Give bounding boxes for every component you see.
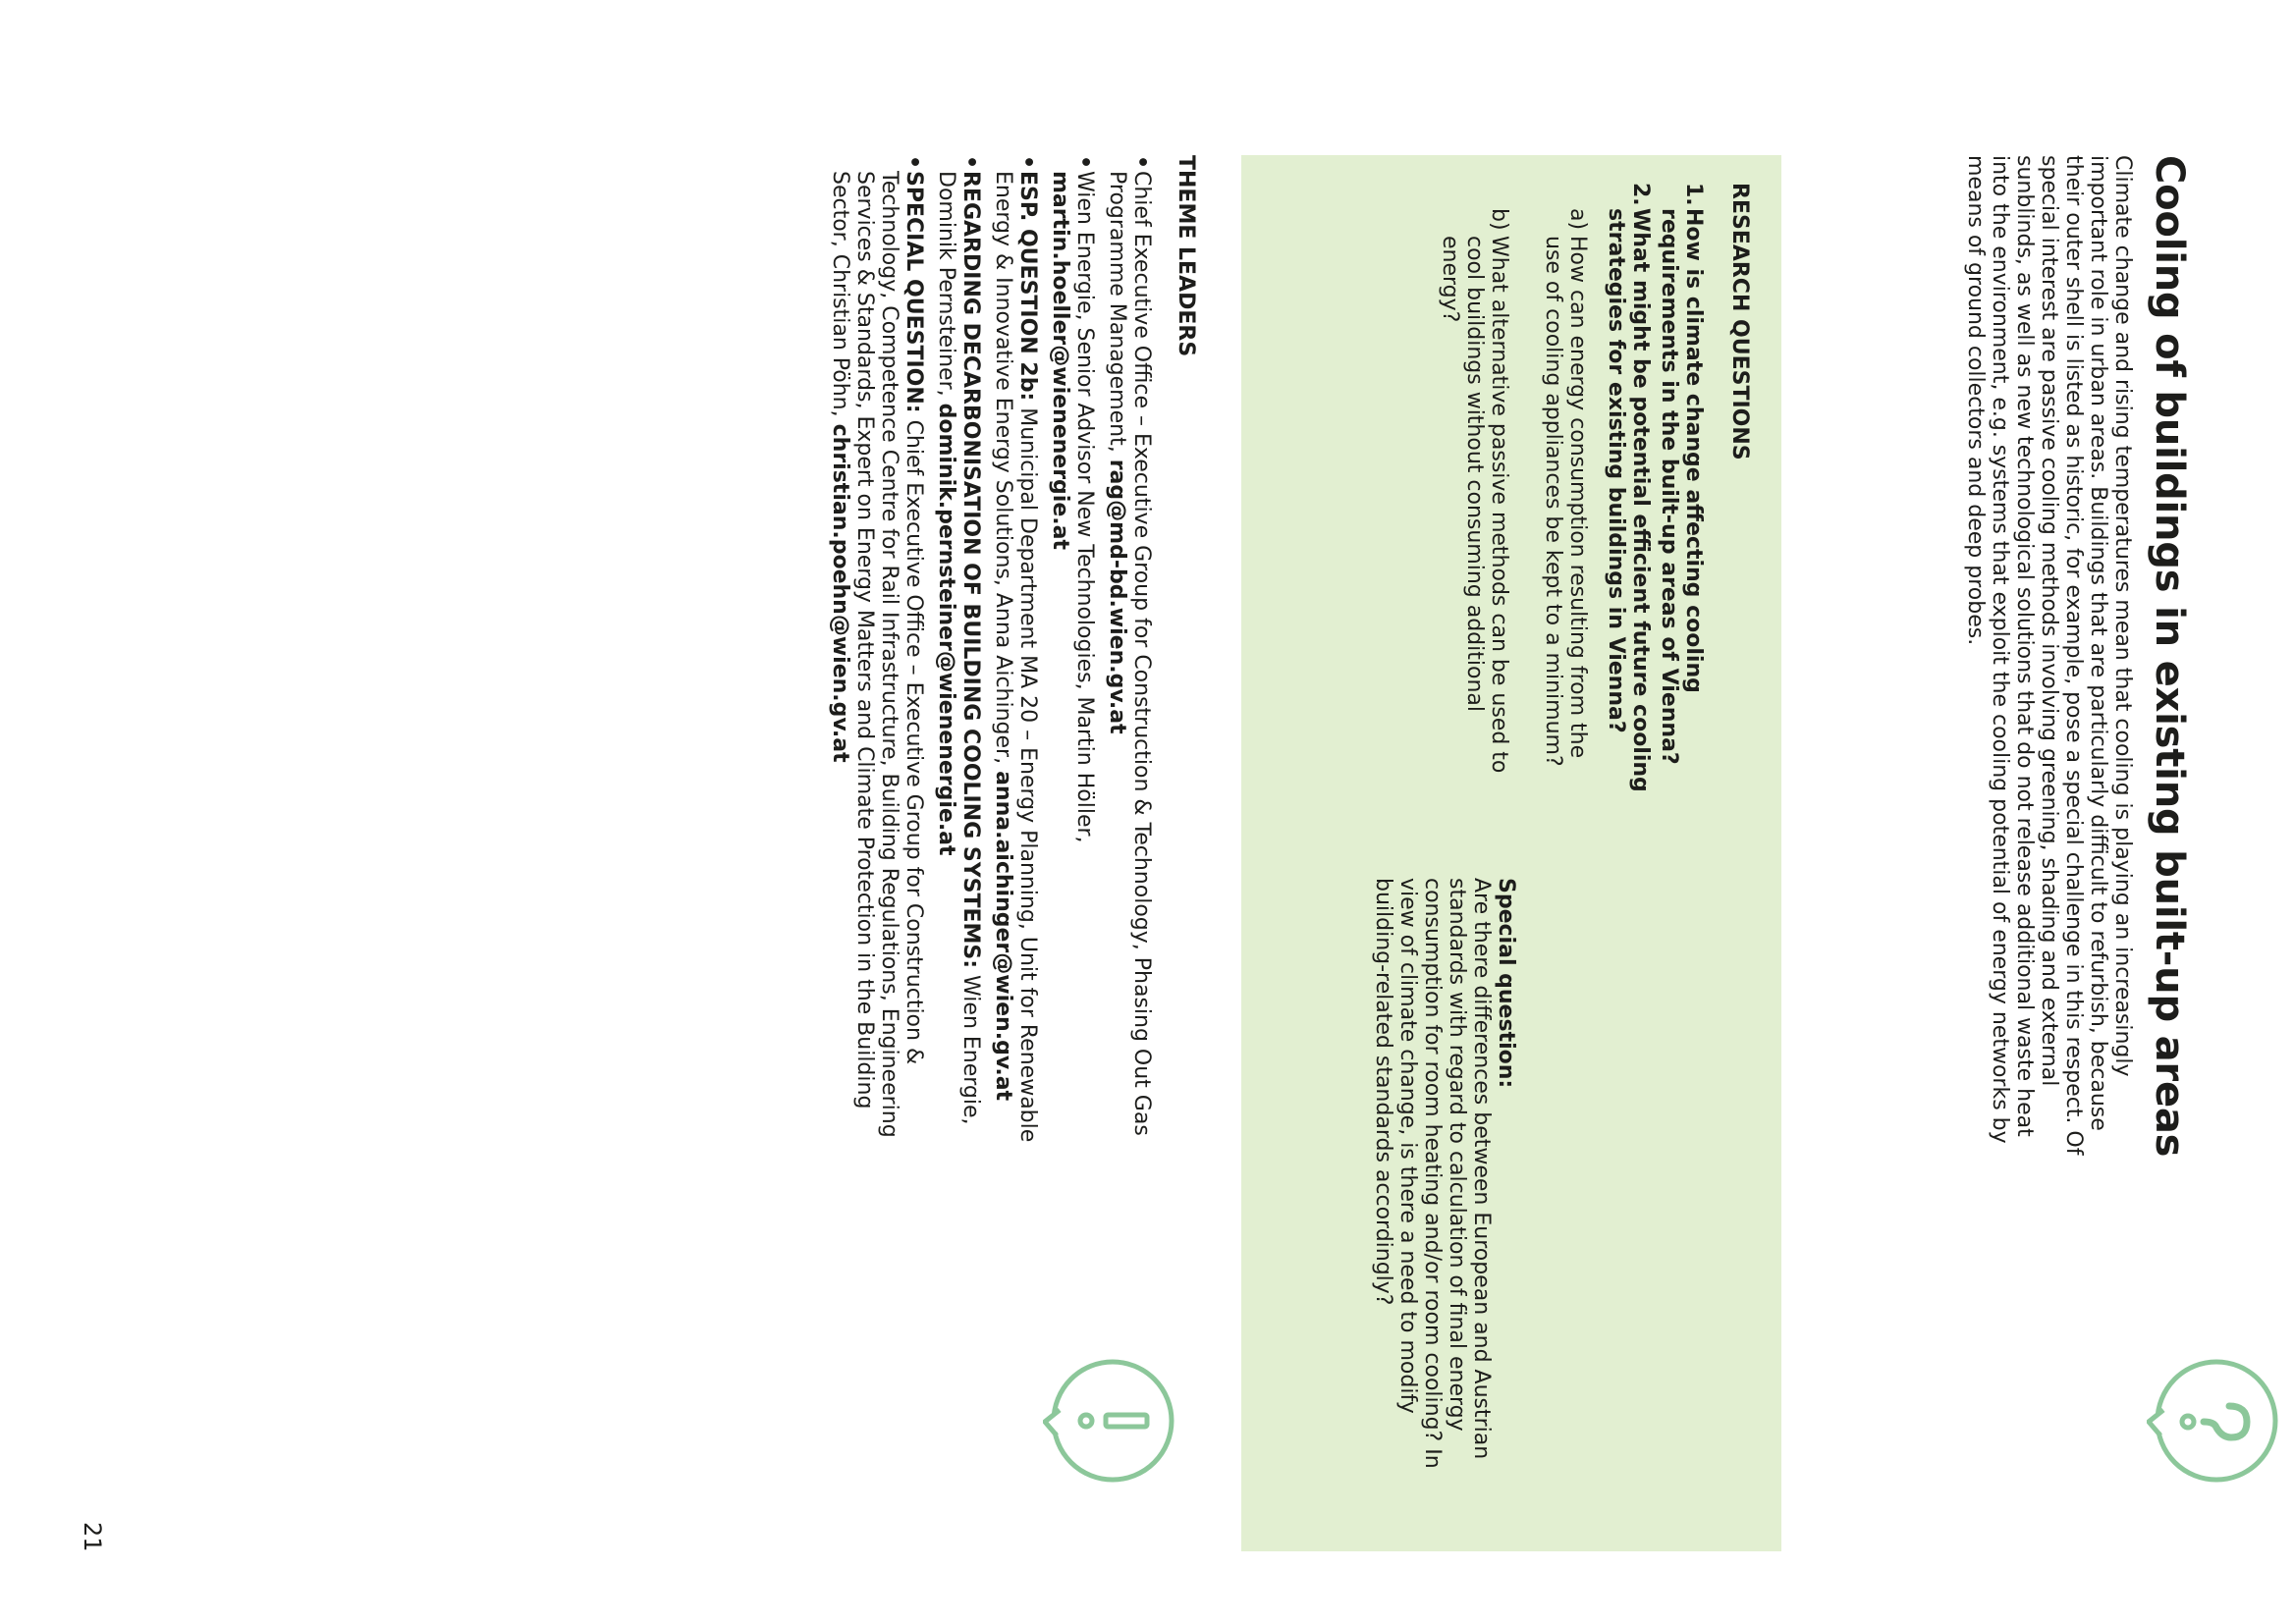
leader-label: REGARDING DECARBONISATION OF BUILDING COOLING SYSTEMS: [958,171,983,969]
special-question [1371,878,1518,1487]
bullet: • [901,155,926,170]
intro-section [1963,155,2194,1166]
theme-leader-item [828,155,926,1186]
question-bubble-icon [2147,1351,2286,1490]
theme-leader-item [1048,155,1097,1186]
page-number: 21 [79,1522,106,1552]
question-number: 2. [1628,183,1653,206]
research-question-1 [1657,183,1706,801]
page-title: Cooling of buildings in existing built-up areas [2147,155,2192,1158]
sub-question-text: How can energy consumption resulting from the use of cooling appliances be kept to a minimum? [1541,236,1590,767]
leader-email[interactable]: anna.aichinger@wien.gv.at [991,771,1015,1102]
leader-email[interactable]: rag@md-bd.wien.gv.at [1105,459,1129,734]
leader-text [1048,171,1097,1186]
bullet: • [958,155,983,170]
leader-text [1105,171,1154,1186]
sub-question-letter: a) [1565,208,1590,231]
theme-leaders-heading: THEME LEADERS [1174,155,1198,357]
research-questions-box [1241,155,1781,1551]
leader-description: Chief Executive Office – Executive Group for Construction & Technology, Competence Centre for Rail Infrastructure, Building Regulations, Engineering Services & Standards, Expert on Energy Matters and Climate Protection in the Building Sector, Christian Pöhn, [828,171,926,1138]
intro-paragraph: Climate change and rising temperatures mean that cooling is playing an increasingly important role in urban areas. Buildings that are particularly difficult to refurbish, because their outer shell is listed as historic, for example, pose a special challenge in this respect. Of special interest are passive cooling methods involving greening, shading and external sunblinds, as well as new technological solutions that do not release additional waste heat into the environment, e.g. systems that exploit the cooling potential of energy networks by means of ground collectors and deep probes. [1963,155,2135,1156]
bullet: • [1129,155,1154,170]
theme-leaders-section [820,155,1198,1186]
question-number: 1. [1681,183,1706,206]
theme-leader-item [1105,155,1154,1186]
leader-text [934,171,983,1186]
leader-email[interactable]: christian.poehn@wien.gv.at [828,423,852,763]
leader-email[interactable]: martin.hoeller@wienenergie.at [1048,171,1072,550]
special-question-label: Special question: [1494,878,1518,1089]
leader-description: Wien Energie, Senior Advisor New Technologies, Martin Höller, [1072,171,1097,843]
research-question-2 [1604,183,1653,801]
bullet: • [1015,155,1040,170]
leader-email[interactable]: dominik.pernsteiner@wienenergie.at [934,403,958,856]
leader-text [991,171,1040,1186]
sub-question-text: What alternative passive methods can be used to cool buildings without consuming additional energy? [1438,236,1511,774]
sub-question-letter: b) [1487,208,1511,231]
special-question-text: Are there differences between European and Austrian standards with regard to calculation of final energy consumption for room heating and/or room cooling? In view of climate change, is there a need to modify building-related standards accordingly? [1371,878,1494,1469]
exclamation-bubble-icon [1043,1351,1182,1490]
leader-description: Chief Executive Office – Executive Group for Construction & Technology, Phasing Out Gas Programme Management, [1105,171,1154,1136]
theme-leader-item [934,155,983,1186]
leader-label: SPECIAL QUESTION: [901,171,926,413]
research-question-2a [1541,208,1590,801]
leader-description: Municipal Department MA 20 – Energy Planning, Unit for Renewable Energy & Innovative Energy Solutions, Anna Aichinger, [991,171,1040,1143]
research-question-2b [1438,208,1511,801]
leader-text [828,171,926,1186]
research-questions-heading: RESEARCH QUESTIONS [1727,183,1752,460]
theme-leader-item [991,155,1040,1186]
question-text: What might be potential efficient future cooling strategies for existing buildings in Vienna? [1604,208,1653,792]
question-text: How is climate change affecting cooling requirements in the built-up areas of Vienna? [1657,208,1706,765]
leader-description: Wien Energie, Dominik Pernsteiner, [934,171,983,1125]
bullet: • [1072,155,1097,170]
leader-label: ESP. QUESTION 2b: [1015,171,1040,402]
research-questions-list [1438,183,1752,801]
